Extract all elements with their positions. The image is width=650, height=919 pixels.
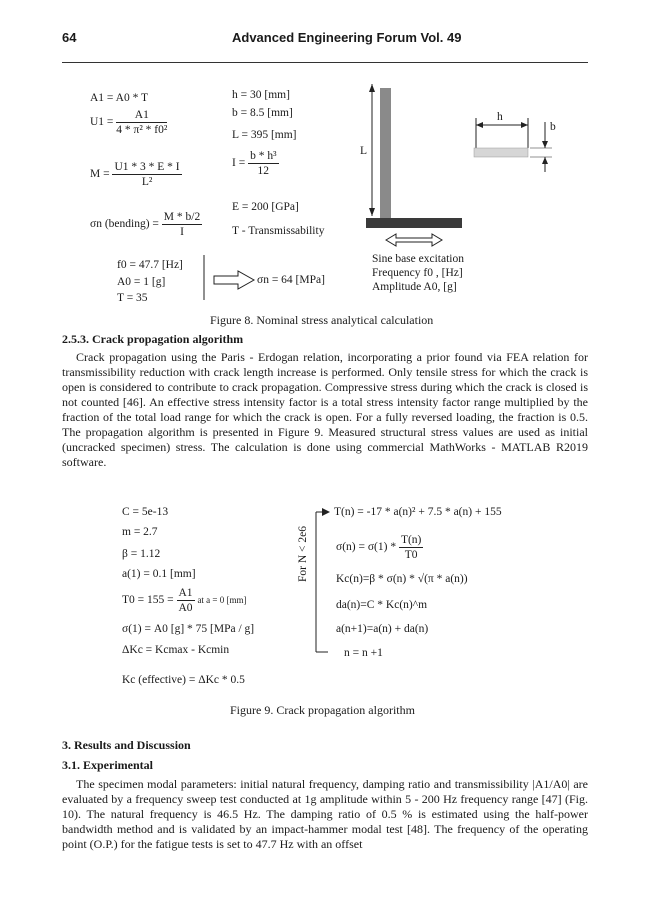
eq-m-den: L²	[141, 176, 153, 188]
eq-sn-lhs: σ(n) = σ(1) *	[336, 541, 397, 554]
eq-sn-den: T0	[404, 549, 418, 561]
param-sigma1: σ(1) = A0 [g] * 75 [MPa / g]	[122, 623, 255, 635]
input-f0: f0 = 47.7 [Hz]	[117, 259, 183, 271]
beam-label-h: h	[497, 111, 503, 123]
param-beta: β = 1.12	[122, 548, 161, 560]
eq-sigma-num: M * b/2	[163, 211, 201, 223]
eq-u1-den: 4 * π² * f0²	[116, 124, 168, 136]
param-m: m = 2.7	[122, 526, 158, 538]
loop-arrow-icon	[322, 508, 330, 516]
eq-sn-num: T(n)	[400, 534, 422, 546]
eq-tn: T(n) = -17 * a(n)² + 7.5 * a(n) + 155	[334, 506, 502, 518]
eq-m-num: U1 * 3 * E * I	[114, 161, 180, 173]
figure-9-caption: Figure 9. Crack propagation algorithm	[230, 703, 415, 717]
page-number: 64	[62, 30, 77, 45]
param-dkc: ΔKc = Kcmax - Kcmin	[122, 644, 230, 656]
eq-u1-lhs: U1 =	[90, 116, 114, 129]
excitation-line-1: Sine base excitation	[372, 253, 464, 265]
section-3-1-text: The specimen modal parameters: initial natural frequency, damping ratio and transmissibility |A1/A0| are evaluated by a frequency sweep test conducted at 1g amplitude within 5 - 200 Hz frequency range [47] (Fig. 10). The natural frequency is 46.5 Hz. The damping ratio of 0.5 % is estimated using the half-power bandwidth method and is validated by an impact-hammer modal test [48]. The frequency of the operating point (O.P.) for the fatigue tests is set to 47.7 Hz with an offset	[62, 777, 588, 851]
beam-label-l: L	[360, 145, 368, 157]
beam-label-b: b	[550, 121, 556, 133]
eq-i-lhs: I =	[232, 157, 246, 170]
param-kc-eff: Kc (effective) = ΔKc * 0.5	[122, 674, 245, 686]
section-3-heading: 3. Results and Discussion	[62, 738, 191, 752]
journal-title: Advanced Engineering Forum Vol. 49	[232, 30, 462, 45]
section-3-1-heading: 3.1. Experimental	[62, 758, 153, 772]
eq-da: da(n)=C * Kc(n)^m	[336, 599, 428, 611]
param-l: L = 395 [mm]	[232, 129, 297, 141]
eq-nn: n = n +1	[344, 647, 383, 659]
eq-a1: A1 = A0 * T	[90, 92, 149, 104]
excitation-line-3: Amplitude A0, [g]	[372, 281, 457, 293]
input-t35: T = 35	[117, 292, 148, 304]
eq-t0-lhs: T0 = 155 =	[122, 594, 174, 607]
eq-sigma-den: I	[180, 226, 184, 238]
eq-t0-cond: at a = 0 [mm]	[197, 595, 247, 606]
eq-t0-den: A0	[178, 602, 193, 614]
param-e: E = 200 [GPa]	[232, 201, 299, 213]
eq-m-lhs: M =	[90, 168, 110, 181]
result-sigma: σn = 64 [MPa]	[257, 274, 325, 286]
eq-sn-frac	[399, 533, 423, 562]
excitation-line-2: Frequency f0 , [Hz]	[372, 267, 463, 279]
param-b: b = 8.5 [mm]	[232, 107, 293, 119]
section-2-5-3-text: Crack propagation using the Paris - Erdogan relation, incorporating a prior found via FEA relation for transmissibility reduction with crack length increase is performed. Only tensile stress for which the crack is open is considered to contribute to crack propagation. Compressive stress during which the crack is closed is not counted [46]. An effective stress intensity factor is a total stress intensity factor range multiplied by the fraction of the total load range for which the crack is open. For a fully reversed loading, the fraction is 0.5. The propagation algorithm is presented in Figure 9. Measured structural stress values are used as initial (uncracked specimen) stress. The calculation is done using commercial MathWorks - MATLAB R2019 software.	[62, 350, 588, 469]
input-a0: A0 = 1 [g]	[117, 276, 166, 288]
eq-i-num: b * h³	[250, 150, 277, 162]
section-2-5-3-heading: 2.5.3. Crack propagation algorithm	[62, 332, 244, 346]
eq-i-den: 12	[257, 165, 270, 177]
eq-kcn: Kc(n)=β * σ(n) * √(π * a(n))	[336, 573, 468, 585]
eq-sigma-lhs: σn (bending) =	[90, 218, 159, 231]
eq-t0-num: A1	[178, 587, 193, 599]
eq-sn	[336, 533, 423, 562]
eq-u1-num: A1	[116, 108, 167, 123]
param-t: T - Transmissability	[232, 225, 325, 237]
figure-8-caption: Figure 8. Nominal stress analytical calculation	[210, 313, 434, 327]
param-h: h = 30 [mm]	[232, 89, 290, 101]
loop-label: For N < 2e6	[297, 526, 309, 582]
eq-an1: a(n+1)=a(n) + da(n)	[336, 623, 429, 635]
param-c: C = 5e-13	[122, 506, 169, 518]
param-a1: a(1) = 0.1 [mm]	[122, 568, 196, 580]
